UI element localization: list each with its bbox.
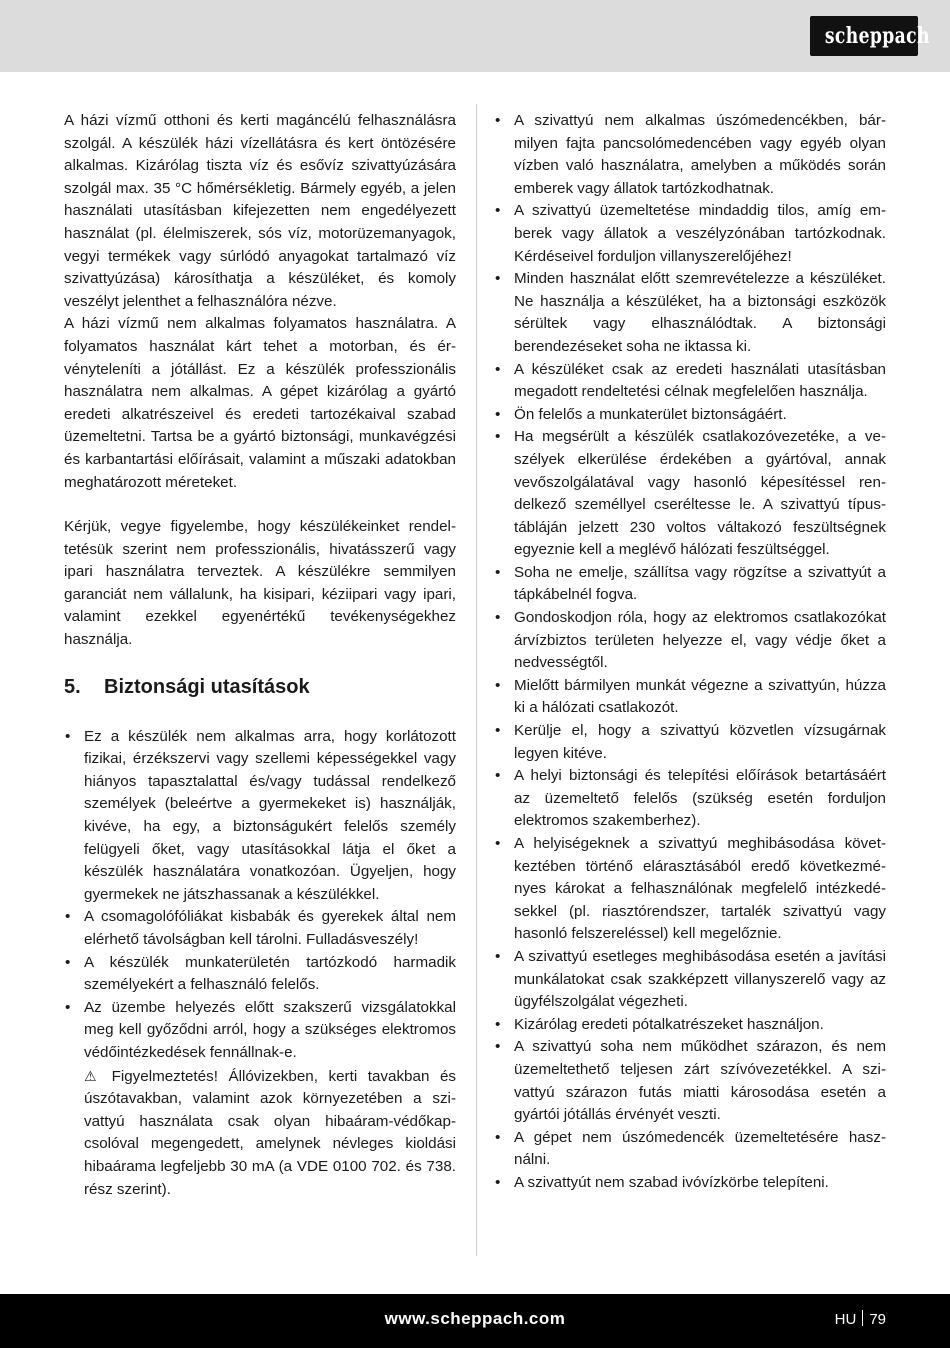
continuous-use-paragraph: A házi vízmű nem alkalmas folyamatos használatra. A folyamatos használat kárt tehet a motorban, és érvényteleníti a jótállást. Ez a készülék professzionális használatra nem alkalmas. A gépet kizárólag a gyártó eredeti alkatrészeivel és eredeti tartozékaival szabad üzemeltetni. Tartsa be a gyártó biztonsági, munkavégzési és karbantartási előírásait, valamint a műszaki adatokban meghatározott méreteket. — [64, 315, 456, 491]
intended-use-paragraph: A házi vízmű otthoni és kerti magáncélú felhasználásra szolgál. A készülék házi vízellátásra és kert öntözésére alkalmas. Kizárólag tiszta víz és esővíz szivattyúzására szolgál max. 35 °C hőmérsékletig. Bármely egyéb, a jelen használati utasításban kifejezetten nem engedélyezett használat (pl. élelmiszerek, sós víz, motorüzemanyagok, vegyi termékek vagy súrlódó anyagokat tartalmazó víz szivattyúzása) károsíthatja a készüléket, és komoly veszélyt jelenthet a felhasználóra nézve. — [64, 112, 456, 310]
section-heading — [64, 674, 456, 700]
warning-note — [64, 1065, 456, 1202]
list-item: • A szivattyú üzemeltetése mindaddig tilos, amíg emberek vagy állatok a veszélyzónában tartózkodnak. Kérdéseivel forduljon villanyszerelőjéhez! — [494, 200, 886, 268]
list-item: • Kerülje el, hogy a szivattyú közvetlen vízsugárnak legyen kitéve. — [494, 720, 886, 765]
warning-text: Figyelmeztetés! Állóvizekben, kerti tavakban és úszótavakban, valamint azok környezetében a szivattyú használata csak olyan hibaáram-védőkapcsolóval megengedett, amelynek névleges kioldási hibaárama legfeljebb 30 mA (a VDE 0100 702. és 738. rész szerint). — [84, 1067, 456, 1198]
right-bullet-list — [494, 110, 886, 1195]
list-item: • A szivattyú nem alkalmas úszómedencékben, bármilyen fajta pancsolómedencében vagy egyéb olyan vízben való használatra, amelyben a működés során emberek vagy állatok tartózkodhatnak. — [494, 110, 886, 200]
list-item: • A helyi biztonsági és telepítési előírások betartásáért az üzemeltető felelős (szükség esetén forduljon elektromos szakemberhez). — [494, 765, 886, 833]
list-item: • Ha megsérült a készülék csatlakozóvezetéke, a veszélyek elkerülése érdekében a gyártóval, annak vevőszolgálatával vagy hasonló képesítéssel rendelkező személlyel cseréltesse le. A szivattyú típustábláján jelzett 230 voltos váltakozó feszültségnek egyeznie kell a meglévő hálózati feszültséggel. — [494, 426, 886, 562]
scheppach-logo — [810, 16, 930, 56]
page-number: 79 — [869, 1311, 886, 1328]
list-item: • Gondoskodjon róla, hogy az elektromos csatlakozókat árvízbiztos területen helyezze el, vagy védje őket a nedvességtől. — [494, 607, 886, 675]
list-item: • A szivattyú soha nem működhet szárazon, és nem üzemeltethető teljesen zárt szívóvezetékkel. A szivattyú szárazon futás miatti károsodása esetén a gyártói jótállás érvényét veszti. — [494, 1036, 886, 1126]
website-link[interactable]: www.scheppach.com — [384, 1309, 566, 1328]
section-title: Biztonsági utasítások — [104, 675, 310, 698]
list-item: • Minden használat előtt szemrevételezze a készüléket. Ne használja a készüléket, ha a biztonsági eszközök sérültek vagy elhasználódtak. A biztonsági berendezéseket soha ne iktassa ki. — [494, 268, 886, 358]
list-item: • A helyiségeknek a szivattyú meghibásodása következtében történő elárasztásából eredő következményes károkat a felhasználónak megfelelő intézkedésekkel (pl. riasztórendszer, tartalék szivattyú vagy hasonló felszereléssel) kell megelőznie. — [494, 833, 886, 946]
list-item: • Az üzembe helyezés előtt szakszerű vizsgálatokkal meg kell győződni arról, hogy a szükséges elektromos védőintézkedések fennállnak-e. — [64, 997, 456, 1065]
header-bar — [0, 0, 950, 72]
list-item: • A készülék munkaterületén tartózkodó harmadik személyekért a felhasználó felelős. — [64, 952, 456, 997]
list-item: • A gépet nem úszómedencék üzemeltetésére használni. — [494, 1127, 886, 1172]
right-column — [494, 110, 886, 1195]
list-item: • A szivattyú esetleges meghibásodása esetén a javítási munkálatokat csak szakképzett villanyszerelő vagy az ügyfélszolgálat végezheti. — [494, 946, 886, 1014]
list-item: • A csomagolófóliákat kisbabák és gyerekek által nem elérhető távolságban kell tárolni. Fulladásveszély! — [64, 906, 456, 951]
section-number: 5. — [64, 675, 81, 698]
list-item: • Ez a készülék nem alkalmas arra, hogy korlátozott fizikai, érzékszervi vagy szellemi képességekkel vagy hiányos tapasztalattal és/vagy tudással rendelkező személyek (beleértve a gyermekeket is) használják, kivéve, ha egy, a biztonságukért felelős személy felügyeli őket, vagy utasításokkal látja el őket a készülék használatára vonatkozóan. Ügyeljen, hogy gyermekek ne játszhassanak a készülékkel. — [64, 726, 456, 907]
list-item: • Soha ne emelje, szállítsa vagy rögzítse a szivattyút a tápkábelnél fogva. — [494, 562, 886, 607]
list-item: • Ön felelős a munkaterület biztonságáért. — [494, 404, 886, 427]
left-column — [64, 110, 456, 1201]
list-item: • Mielőtt bármilyen munkát végezne a szivattyún, húzza ki a hálózati csatlakozót. — [494, 675, 886, 720]
logo-text: scheppach — [824, 23, 930, 49]
list-item: • A készüléket csak az eredeti használati utasításban megadott rendeltetési célnak megfelelően használja. — [494, 359, 886, 404]
professional-use-paragraph: Kérjük, vegye figyelembe, hogy készülékeinket rendeltetésük szerint nem professzionális, hivatásszerű vagy ipari használatra terveztek. A készülékre semmilyen garanciát nem vállalunk, ha kisipari, kéziipari vagy ipari, valamint ezekkel egyenértékű tevékenységekhez használja. — [64, 518, 456, 649]
footer-bar — [0, 1294, 950, 1348]
page-indicator — [835, 1310, 886, 1328]
list-item: • A szivattyút nem szabad ivóvízkörbe telepíteni. — [494, 1172, 886, 1195]
warning-triangle-icon: ⚠ — [84, 1067, 97, 1084]
left-bullet-list — [64, 726, 456, 1065]
list-item: • Kizárólag eredeti pótalkatrészeket használjon. — [494, 1014, 886, 1037]
language-code: HU — [834, 1311, 857, 1328]
column-divider — [476, 104, 477, 1256]
